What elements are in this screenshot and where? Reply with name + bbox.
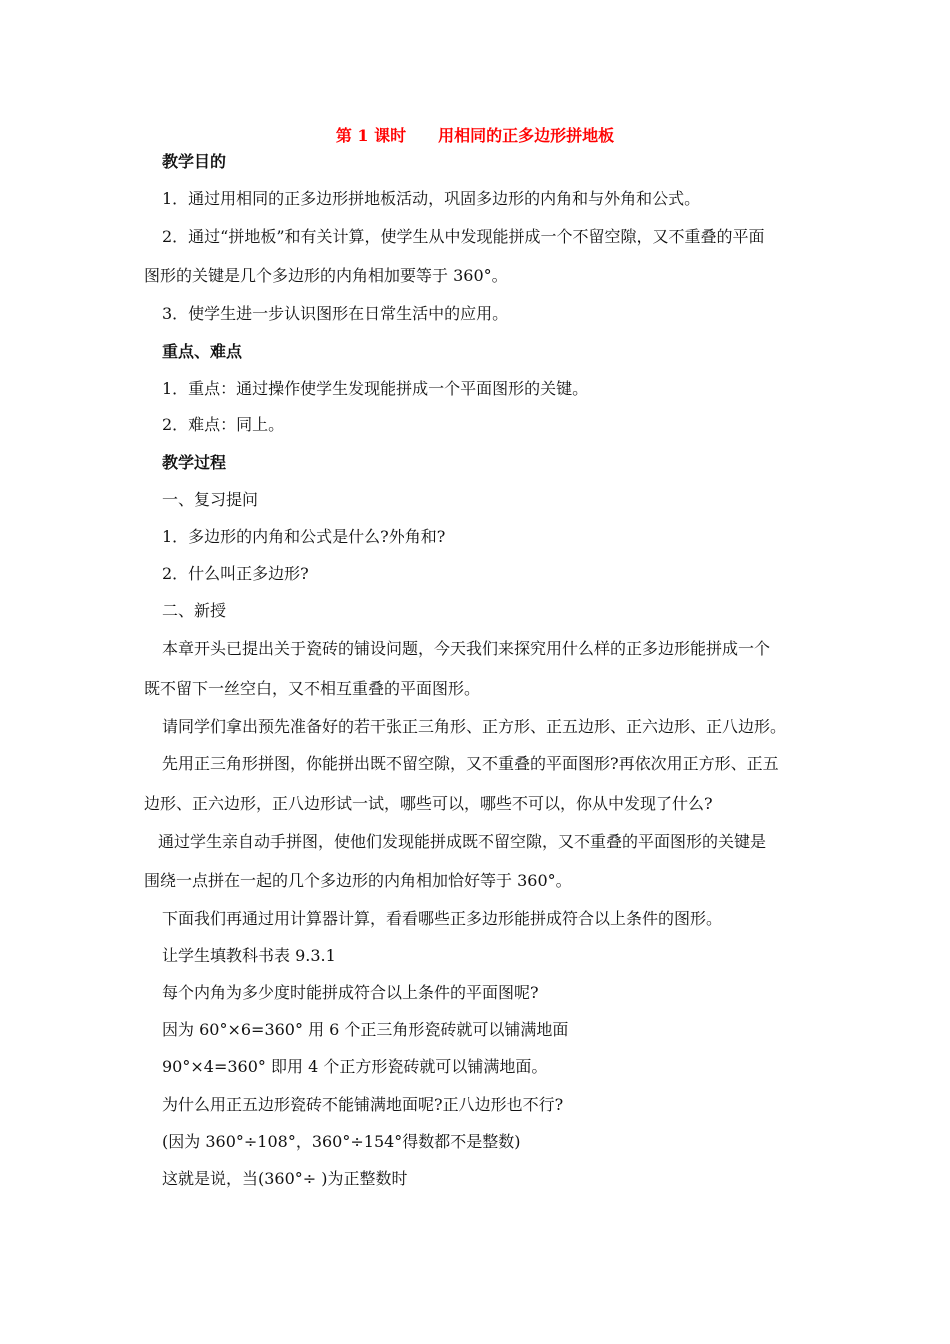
paragraph-line: 图形的关键是几个多边形的内角相加要等于 360°。 — [144, 266, 508, 285]
paragraph-line: 先用正三角形拼图，你能拼出既不留空隙，又不重叠的平面图形?再依次用正方形、正五 — [162, 754, 779, 773]
paragraph-line: 2．通过“拼地板”和有关计算，使学生从中发现能拼成一个不留空隙，又不重叠的平面 — [162, 227, 765, 246]
paragraph-line: 通过学生亲自动手拼图，使他们发现能拼成既不留空隙，又不重叠的平面图形的关键是 — [158, 832, 767, 851]
paragraph-line: 3．使学生进一步认识图形在日常生活中的应用。 — [162, 304, 509, 323]
section-heading-process: 教学过程 — [162, 453, 227, 472]
paragraph-line: 为什么用正五边形瓷砖不能铺满地面呢?正八边形也不行? — [162, 1095, 564, 1114]
document-title: 第 1 课时 用相同的正多边形拼地板 — [335, 126, 615, 145]
paragraph-line: 1．通过用相同的正多边形拼地板活动，巩固多边形的内角和与外角和公式。 — [162, 189, 701, 208]
paragraph-line: 边形、正六边形，正八边形试一试，哪些可以，哪些不可以，你从中发现了什么? — [144, 794, 713, 813]
section-heading-key-points: 重点、难点 — [162, 342, 243, 361]
paragraph-line: 2．什么叫正多边形? — [162, 564, 309, 583]
section-heading-objectives: 教学目的 — [162, 152, 227, 171]
paragraph-line: 请同学们拿出预先准备好的若干张正三角形、正方形、正五边形、正六边形、正八边形。 — [162, 717, 787, 736]
paragraph-line: 2．难点：同上。 — [162, 415, 285, 434]
paragraph-line: 下面我们再通过用计算器计算，看看哪些正多边形能拼成符合以上条件的图形。 — [162, 909, 723, 928]
paragraph-line: 每个内角为多少度时能拼成符合以上条件的平面图呢? — [162, 983, 539, 1002]
paragraph-line: 二、新授 — [162, 601, 227, 620]
paragraph-line: 本章开头已提出关于瓷砖的铺设问题，今天我们来探究用什么样的正多边形能拼成一个 — [162, 639, 771, 658]
paragraph-line: 既不留下一丝空白，又不相互重叠的平面图形。 — [144, 679, 481, 698]
paragraph-line: 围绕一点拼在一起的几个多边形的内角相加恰好等于 360°。 — [144, 871, 572, 890]
paragraph-line: 一、复习提问 — [162, 490, 259, 509]
paragraph-line: 这就是说，当(360°÷ )为正整数时 — [162, 1169, 408, 1188]
paragraph-line: 因为 60°×6=360° 用 6 个正三角形瓷砖就可以铺满地面 — [162, 1020, 569, 1039]
paragraph-line: 让学生填教科书表 9.3.1 — [162, 946, 336, 965]
paragraph-line: 1．多边形的内角和公式是什么?外角和? — [162, 527, 446, 546]
paragraph-line: 90°×4=360° 即用 4 个正方形瓷砖就可以铺满地面。 — [162, 1057, 548, 1076]
paragraph-line: 1．重点：通过操作使学生发现能拼成一个平面图形的关键。 — [162, 379, 589, 398]
paragraph-line: (因为 360°÷108°，360°÷154°得数都不是整数) — [162, 1132, 521, 1151]
